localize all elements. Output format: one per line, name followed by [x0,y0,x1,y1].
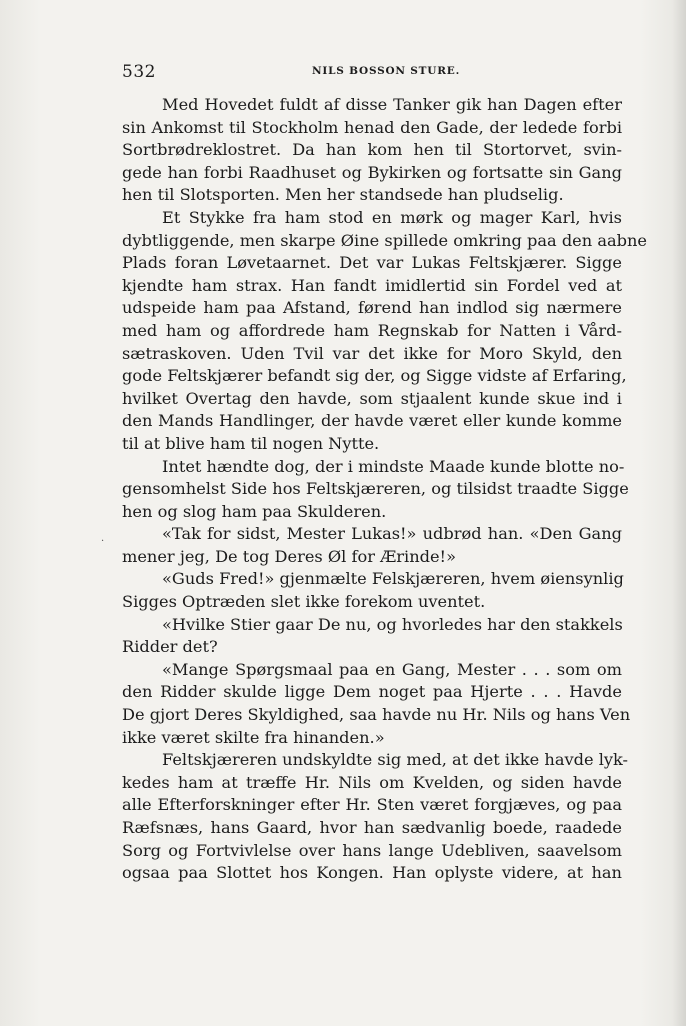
text-line: med ham og affordrede ham Regnskab for Natten i Vård- [122,320,622,340]
text-line: De gjort Deres Skyldighed, saa havde nu Hr. Nils og hans Ven [122,705,631,725]
text-line: Ridder det? [122,637,218,657]
text-line: den Ridder skulde ligge Dem noget paa Hjerte . . . Havde [122,682,622,702]
page-edge-shadow [672,0,686,1026]
page-header [122,62,622,86]
page-number: 532 [122,62,156,82]
text-line: hen og slog ham paa Skulderen. [122,501,387,521]
text-line: «Mange Spørgsmaal paa en Gang, Mester . . . som om [162,659,622,679]
text-line: Sorg og Fortvivlelse over hans lange Udebliven, saavelsom [122,840,622,860]
text-line: Feltskjæreren undskyldte sig med, at det ikke havde lyk- [162,750,629,770]
text-line: «Guds Fred!» gjenmælte Felskjæreren, hvem øiensynlig [162,569,624,589]
text-line: til at blive ham til nogen Nytte. [122,433,380,453]
text-line: sin Ankomst til Stockholm henad den Gade, der ledede forbi [122,117,622,137]
text-line: «Hvilke Stier gaar De nu, og hvorledes har den stakkels [162,614,623,634]
text-line: Ræfsnæs, hans Gaard, hvor han sædvanlig boede, raadede [122,818,622,837]
text-line: kedes ham at træffe Hr. Nils om Kvelden, og siden havde [122,772,622,792]
text-line: Sigges Optræden slet ikke forekom uventet. [122,592,486,612]
text-line: gede han forbi Raadhuset og Bykirken og fortsatte sin Gang [122,162,622,182]
text-line: Intet hændte dog, der i mindste Maade kunde blotte no- [162,456,625,476]
text-line: mener jeg, De tog Deres Øl for Ærinde!» [122,546,456,566]
text-line: dybtliggende, men skarpe Øine spillede omkring paa den aabne [122,230,647,250]
text-line: hvilket Overtag den havde, som stjaalent kunde skue ind i [122,388,622,408]
text-line: alle Efterforskninger efter Hr. Sten været forgjæves, og paa [122,795,622,815]
text-line: gode Feltskjærer befandt sig der, og Sigge vidste af Erfaring, [122,366,627,386]
margin-mark: · [101,536,105,547]
text-line: hen til Slotsporten. Men her standsede han pludselig. [122,185,564,205]
text-line: «Tak for sidst, Mester Lukas!» udbrød han. «Den Gang [162,524,622,544]
text-line: Plads foran Løvetaarnet. Det var Lukas Feltskjærer. Sigge [122,253,622,273]
text-line: gensomhelst Side hos Feltskjæreren, og tilsidst traadte Sigge [122,479,629,499]
text-line: kjendte ham strax. Han fandt imidlertid sin Fordel ved at [122,275,622,295]
text-line: den Mands Handlinger, der havde været eller kunde komme [122,411,622,431]
text-line: Et Stykke fra ham stod en mørk og mager Karl, hvis [162,207,622,227]
text-line: ogsaa paa Slottet hos Kongen. Han oplyste videre, at han [122,863,622,883]
text-line: udspeide ham paa Afstand, førend han indlod sig nærmere [122,298,622,318]
body-text [122,94,647,885]
text-line: Med Hovedet fuldt af disse Tanker gik han Dagen efter [162,95,622,114]
text-line: sætraskoven. Uden Tvil var det ikke for Moro Skyld, den [122,343,622,363]
running-title: NILS BOSSON STURE. [312,65,461,77]
text-line: Sortbrødreklostret. Da han kom hen til Stortorvet, svin- [122,140,622,160]
text-line: ikke været skilte fra hinanden.» [122,727,385,747]
